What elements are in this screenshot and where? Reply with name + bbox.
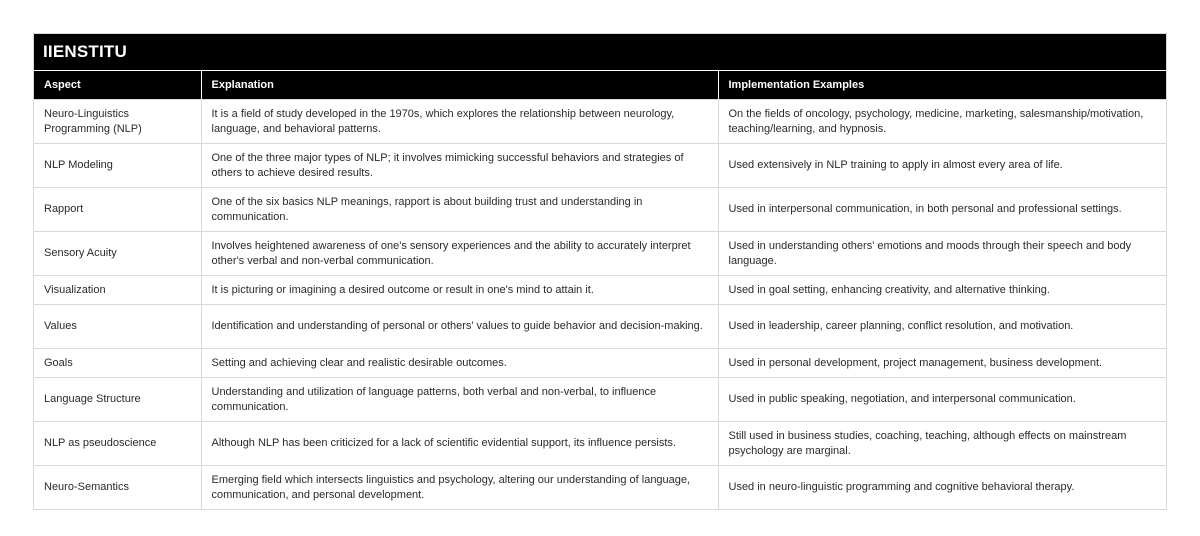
table-row (34, 378, 1166, 422)
table-header-row (34, 71, 1166, 100)
cell-aspect: Language Structure (34, 378, 201, 422)
cell-aspect: Sensory Acuity (34, 232, 201, 276)
cell-explanation: It is picturing or imagining a desired outcome or result in one's mind to attain it. (201, 276, 718, 305)
cell-aspect: Goals (34, 349, 201, 378)
cell-explanation: Emerging field which intersects linguistics and psychology, altering our understanding of language, communication, and personal development. (201, 466, 718, 510)
cell-examples: On the fields of oncology, psychology, medicine, marketing, salesmanship/motivation, teaching/learning, and hypnosis. (718, 100, 1166, 144)
cell-explanation: One of the three major types of NLP; it involves mimicking successful behaviors and strategies of others to achieve desired results. (201, 144, 718, 188)
table-row (34, 144, 1166, 188)
cell-examples: Used in personal development, project management, business development. (718, 349, 1166, 378)
nlp-aspects-table (34, 70, 1166, 509)
cell-examples: Used in interpersonal communication, in both personal and professional settings. (718, 188, 1166, 232)
cell-aspect: NLP Modeling (34, 144, 201, 188)
table-row (34, 188, 1166, 232)
cell-examples: Used in understanding others' emotions and moods through their speech and body language. (718, 232, 1166, 276)
table-row (34, 305, 1166, 349)
cell-explanation: Although NLP has been criticized for a lack of scientific evidential support, its influence persists. (201, 422, 718, 466)
cell-aspect: NLP as pseudoscience (34, 422, 201, 466)
brand-title: IIENSTITU (43, 42, 127, 61)
cell-aspect: Neuro-Semantics (34, 466, 201, 510)
column-header-examples: Implementation Examples (718, 71, 1166, 100)
cell-examples: Used in leadership, career planning, conflict resolution, and motivation. (718, 305, 1166, 349)
nlp-table-card (33, 33, 1167, 510)
cell-explanation: One of the six basics NLP meanings, rapport is about building trust and understanding in communication. (201, 188, 718, 232)
cell-examples: Used in goal setting, enhancing creativity, and alternative thinking. (718, 276, 1166, 305)
cell-explanation: Understanding and utilization of language patterns, both verbal and non-verbal, to influence communication. (201, 378, 718, 422)
cell-examples: Still used in business studies, coaching, teaching, although effects on mainstream psychology are marginal. (718, 422, 1166, 466)
brand-header (34, 34, 1166, 70)
cell-explanation: It is a field of study developed in the 1970s, which explores the relationship between neurology, language, and behavioral patterns. (201, 100, 718, 144)
cell-examples: Used in public speaking, negotiation, and interpersonal communication. (718, 378, 1166, 422)
table-row (34, 276, 1166, 305)
cell-aspect: Values (34, 305, 201, 349)
cell-examples: Used extensively in NLP training to apply in almost every area of life. (718, 144, 1166, 188)
table-row (34, 232, 1166, 276)
cell-explanation: Identification and understanding of personal or others' values to guide behavior and decision-making. (201, 305, 718, 349)
table-row (34, 422, 1166, 466)
column-header-explanation: Explanation (201, 71, 718, 100)
table-row (34, 349, 1166, 378)
column-header-aspect: Aspect (34, 71, 201, 100)
table-row (34, 100, 1166, 144)
table-row (34, 466, 1166, 510)
cell-explanation: Setting and achieving clear and realistic desirable outcomes. (201, 349, 718, 378)
cell-aspect: Neuro-Linguistics Programming (NLP) (34, 100, 201, 144)
cell-examples: Used in neuro-linguistic programming and cognitive behavioral therapy. (718, 466, 1166, 510)
cell-explanation: Involves heightened awareness of one's sensory experiences and the ability to accurately interpret other's verbal and non-verbal communication. (201, 232, 718, 276)
cell-aspect: Visualization (34, 276, 201, 305)
cell-aspect: Rapport (34, 188, 201, 232)
